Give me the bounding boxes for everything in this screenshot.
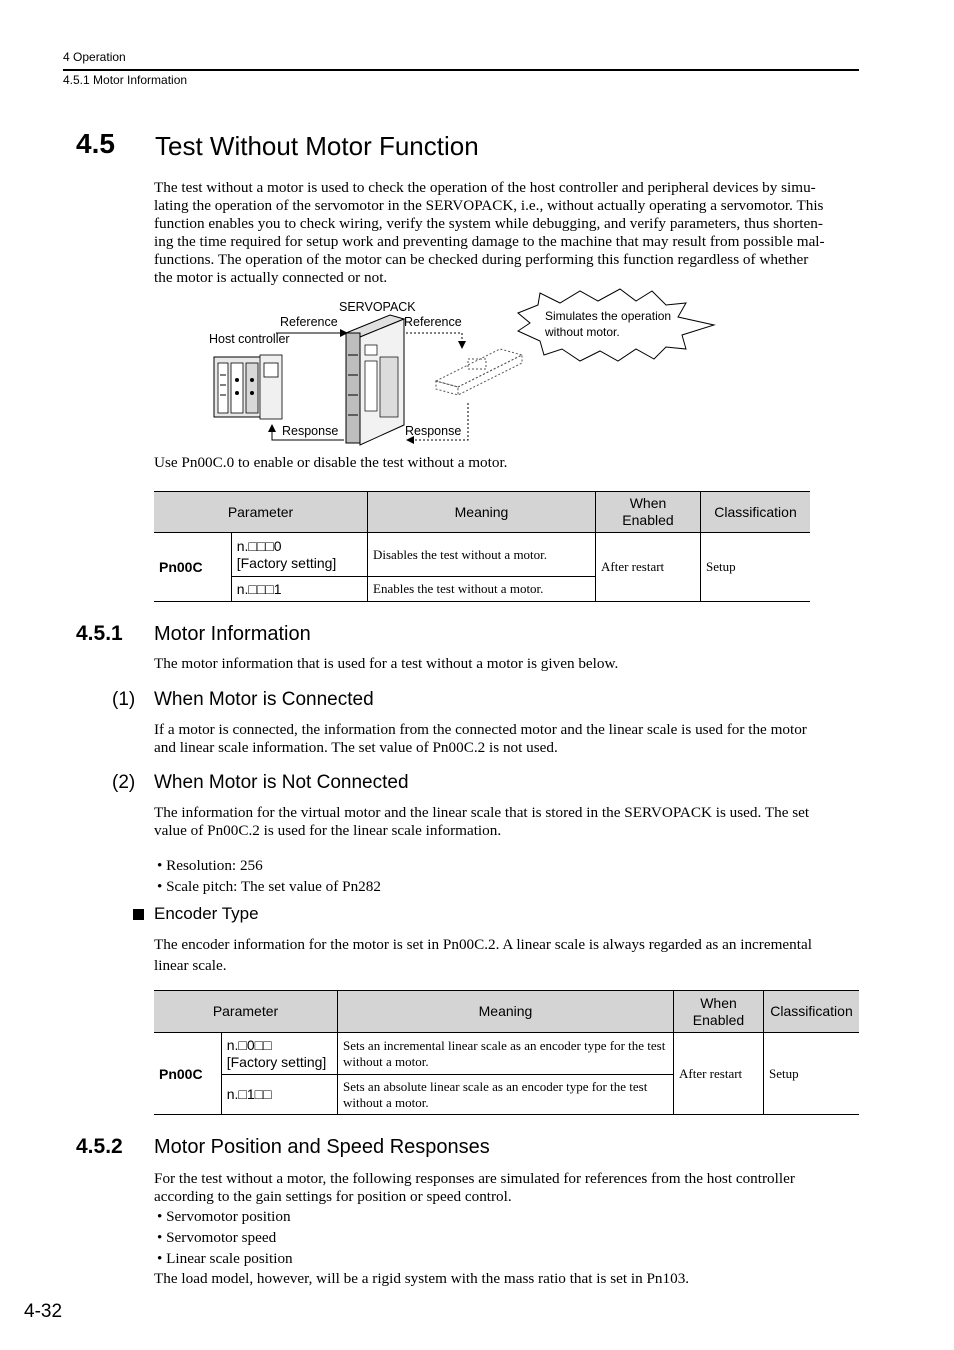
text-line: linear scale. bbox=[154, 957, 227, 974]
host-controller-label: Host controller bbox=[209, 332, 290, 346]
encoder-type-title: Encoder Type bbox=[154, 904, 259, 923]
text-line: The encoder information for the motor is set in Pn00C.2. A linear scale is always regarded as an incremental bbox=[154, 936, 812, 953]
header-chapter: 4 Operation bbox=[63, 50, 126, 64]
table2-param: Pn00C bbox=[154, 1033, 221, 1115]
table1-header-meaning: Meaning bbox=[368, 492, 596, 533]
bubble-text-line-2: without motor. bbox=[545, 325, 620, 339]
sub1-number: (1) bbox=[112, 689, 136, 710]
sub2-number: (2) bbox=[112, 772, 136, 793]
table2-code-cell bbox=[221, 1075, 337, 1115]
subsection-number-2: 4.5.2 bbox=[76, 1135, 123, 1158]
sub2-title: When Motor is Not Connected bbox=[154, 772, 409, 793]
pn00c0-note: Use Pn00C.0 to enable or disable the test without a motor. bbox=[154, 454, 508, 471]
text-line: according to the gain settings for position or speed control. bbox=[154, 1188, 512, 1205]
square-bullet-icon bbox=[133, 909, 144, 920]
section-title: Test Without Motor Function bbox=[155, 131, 479, 161]
bullet-item: • Servomotor position bbox=[157, 1208, 291, 1225]
table1-header-parameter: Parameter bbox=[154, 492, 368, 533]
host-controller-image bbox=[214, 355, 282, 419]
reference-right-arrow bbox=[406, 333, 462, 343]
table1-header-classification: Classification bbox=[701, 492, 811, 533]
servopack-label: SERVOPACK bbox=[339, 300, 416, 314]
text-line: ing the time required for setup work and preventing damage to the machine that may result from possible mal- bbox=[154, 233, 825, 250]
text-line: If a motor is connected, the information from the connected motor and the linear scale is used for the motor bbox=[154, 721, 807, 738]
text-line: function enables you to check wiring, verify the system while debugging, and verify parameters, thus shorten- bbox=[154, 215, 823, 232]
section-number: 4.5 bbox=[76, 128, 115, 159]
table1-classification: Setup bbox=[701, 533, 811, 602]
table1-code: n.□□□0 bbox=[236, 537, 282, 554]
motor-info-text: The motor information that is used for a test without a motor is given below. bbox=[154, 655, 619, 672]
table1-param: Pn00C bbox=[154, 533, 231, 602]
table2-classification: Setup bbox=[764, 1033, 860, 1115]
text-line: the motor is actually connected or not. bbox=[154, 269, 388, 286]
text-line: The information for the virtual motor and the linear scale that is stored in the SERVOPACK is used. The set bbox=[154, 804, 810, 821]
responses-paragraph bbox=[154, 1170, 859, 1206]
sub1-title: When Motor is Connected bbox=[154, 689, 374, 710]
parameter-table-1 bbox=[154, 491, 810, 602]
text-line: and linear scale information. The set value of Pn00C.2 is not used. bbox=[154, 739, 558, 756]
reference-right-label: Reference bbox=[404, 315, 462, 329]
table1-meaning: Enables the test without a motor. bbox=[368, 577, 596, 602]
text-line: functions. The operation of the motor can be checked during performing this function regardless of whether bbox=[154, 251, 809, 268]
sub1-paragraph bbox=[154, 721, 859, 757]
bullet-item: • Servomotor speed bbox=[157, 1229, 277, 1246]
response-left-label: Response bbox=[282, 424, 339, 438]
table1-code-note: [Factory setting] bbox=[236, 554, 337, 571]
subsection-title-2: Motor Position and Speed Responses bbox=[154, 1136, 490, 1158]
table2-meaning: Sets an absolute linear scale as an encoder type for the test without a motor. bbox=[338, 1075, 674, 1115]
bullet-item: • Resolution: 256 bbox=[157, 857, 263, 874]
encoder-paragraph bbox=[154, 934, 859, 976]
closing-text: The load model, however, will be a rigid system with the mass ratio that is set in Pn103. bbox=[154, 1270, 690, 1287]
table1-code-cell bbox=[231, 577, 367, 602]
bubble-text-line-1: Simulates the operation bbox=[545, 309, 672, 323]
bullet-item: • Linear scale position bbox=[157, 1250, 293, 1267]
response-right-label: Response bbox=[405, 424, 462, 438]
table2-meaning: Sets an incremental linear scale as an encoder type for the test without a motor. bbox=[338, 1033, 674, 1075]
table2-header-meaning: Meaning bbox=[338, 991, 674, 1033]
table1-header-when-enabled: When Enabled bbox=[596, 492, 701, 533]
table1-code: n.□□□1 bbox=[236, 580, 282, 597]
page-number: 4-32 bbox=[24, 1301, 63, 1322]
subsection-title: Motor Information bbox=[154, 623, 311, 645]
table2-header-when-enabled: When Enabled bbox=[674, 991, 764, 1033]
text-line: value of Pn00C.2 is used for the linear scale information. bbox=[154, 822, 502, 839]
intro-paragraph bbox=[154, 179, 859, 287]
text-line: lating the operation of the servomotor in the SERVOPACK, i.e., without actually operating a servomotor. This bbox=[154, 197, 824, 214]
system-diagram bbox=[200, 285, 720, 450]
table1-code-cell bbox=[231, 533, 367, 577]
table2-code: n.□1□□ bbox=[226, 1086, 272, 1102]
text-line: The test without a motor is used to check the operation of the host controller and peripheral devices by simu- bbox=[154, 179, 816, 196]
table2-when-enabled: After restart bbox=[674, 1033, 764, 1115]
reference-left-label: Reference bbox=[280, 315, 338, 329]
parameter-table-2 bbox=[154, 990, 859, 1115]
table2-code-cell bbox=[221, 1033, 337, 1075]
table1-meaning: Disables the test without a motor. bbox=[368, 533, 596, 577]
table2-code: n.□0□□ bbox=[226, 1036, 272, 1053]
table2-header-classification: Classification bbox=[764, 991, 860, 1033]
header-section: 4.5.1 Motor Information bbox=[63, 73, 188, 87]
text-line: For the test without a motor, the following responses are simulated for references from the host controller bbox=[154, 1170, 795, 1187]
table2-code-note: [Factory setting] bbox=[226, 1053, 327, 1070]
linear-motor-image bbox=[436, 349, 522, 395]
bullet-item: • Scale pitch: The set value of Pn282 bbox=[157, 878, 381, 895]
header-rule bbox=[63, 69, 859, 71]
table1-when-enabled: After restart bbox=[596, 533, 701, 602]
sub2-paragraph bbox=[154, 804, 859, 840]
table2-header-parameter: Parameter bbox=[154, 991, 338, 1033]
servopack-image bbox=[346, 315, 404, 445]
subsection-number: 4.5.1 bbox=[76, 622, 123, 645]
